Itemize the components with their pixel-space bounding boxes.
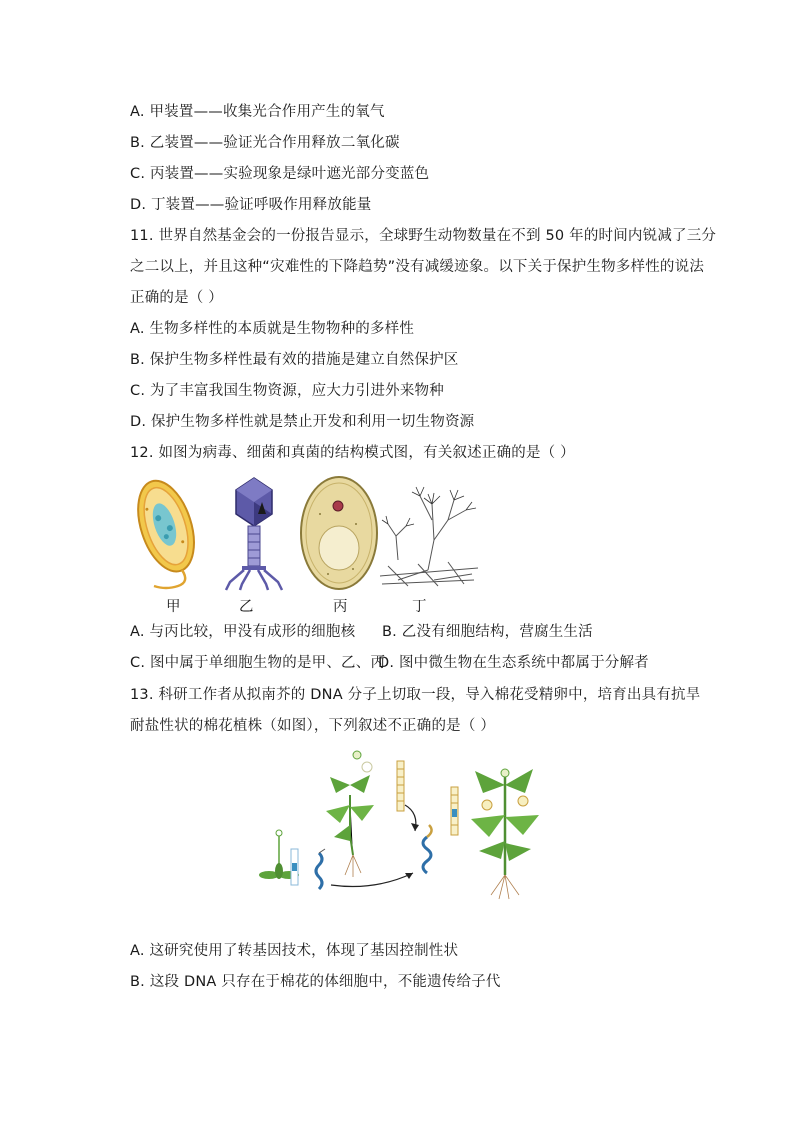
q13-stem-line-2: 耐盐性状的棉花植株（如图），下列叙述不正确的是（ ） (130, 718, 496, 734)
figure-label-ding: 丁 (412, 599, 427, 615)
q10-option-b: B. 乙装置——验证光合作用释放二氧化碳 (130, 135, 400, 151)
q12-option-d: D. 图中微生物在生态系统中都属于分解者 (378, 655, 649, 671)
q10-option-a: A. 甲装置——收集光合作用产生的氧气 (130, 104, 385, 120)
q11-stem-line-2: 之二以上，并且这种“灾难性的下降趋势”没有减缓迹象。以下关于保护生物多样性的说法 (130, 259, 705, 275)
yeast-figure (298, 474, 380, 592)
q10-option-c: C. 丙装置——实验现象是绿叶遮光部分变蓝色 (130, 166, 430, 182)
bacterium-figure (130, 474, 205, 592)
figure-label-jia: 甲 (166, 599, 181, 615)
q12-stem: 12. 如图为病毒、细菌和真菌的结构模式图，有关叙述正确的是（ ） (130, 445, 575, 461)
virus-figure (222, 474, 287, 592)
q11-stem-line-1: 11. 世界自然基金会的一份报告显示，全球野生动物数量在不到 50 年的时间内锐减了三分 (130, 228, 717, 244)
q12-option-a: A. 与丙比较，甲没有成形的细胞核 (130, 624, 356, 640)
q11-option-c: C. 为了丰富我国生物资源，应大力引进外来物种 (130, 383, 444, 399)
mold-figure (378, 480, 480, 588)
q12-option-b: B. 乙没有细胞结构，营腐生生活 (382, 624, 593, 640)
q11-option-b: B. 保护生物多样性最有效的措施是建立自然保护区 (130, 352, 459, 368)
q13-option-a: A. 这研究使用了转基因技术，体现了基因控制性状 (130, 943, 459, 959)
q11-option-d: D. 保护生物多样性就是禁止开发和利用一切生物资源 (130, 414, 475, 430)
q11-stem-line-3: 正确的是（ ） (130, 290, 224, 306)
q11-option-a: A. 生物多样性的本质就是生物物种的多样性 (130, 321, 415, 337)
figure-label-bing: 丙 (333, 599, 348, 615)
q13-option-b: B. 这段 DNA 只存在于棉花的体细胞中，不能遗传给子代 (130, 974, 501, 990)
transgenic-cotton-figure (255, 745, 545, 905)
q12-option-c: C. 图中属于单细胞生物的是甲、乙、丙 (130, 655, 386, 671)
figure-label-yi: 乙 (239, 599, 254, 615)
q13-stem-line-1: 13. 科研工作者从拟南芥的 DNA 分子上切取一段，导入棉花受精卵中，培育出具有抗旱 (130, 687, 701, 703)
q10-option-d: D. 丁装置——验证呼吸作用释放能量 (130, 197, 372, 213)
